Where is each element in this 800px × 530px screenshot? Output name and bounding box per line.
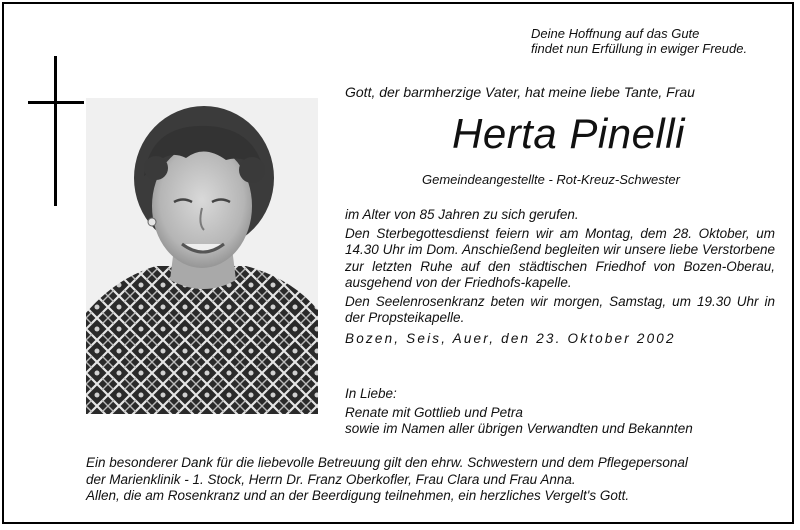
cross-icon xyxy=(54,56,57,206)
motto-line-1: Deine Hoffnung auf das Gute xyxy=(531,26,700,41)
age-line: im Alter von 85 Jahren zu sich gerufen. xyxy=(345,207,579,222)
thanks-line-1: Ein besonderer Dank für die liebevolle Betreuung gilt den ehrw. Schwestern und dem Pflegepersonal xyxy=(86,455,688,470)
mourners: Renate mit Gottlieb und Petra xyxy=(345,404,523,420)
thanks-line-2: der Marienklinik - 1. Stock, Herrn Dr. Franz Oberkofler, Frau Clara und Frau Anna. xyxy=(86,471,576,487)
thanks-block xyxy=(86,455,786,505)
motto-line-2: findet nun Erfüllung in ewiger Freude. xyxy=(531,41,748,56)
portrait-photo xyxy=(86,98,318,414)
deceased-name: Herta Pinelli xyxy=(452,110,685,157)
thanks-line-3: Allen, die am Rosenkranz und an der Beerdigung teilnehmen, ein herzliches Vergelt's Gott. xyxy=(86,488,630,503)
closing-block xyxy=(345,386,785,438)
funeral-text: Den Sterbegottesdienst feiern wir am Montag, dem 28. Oktober, um 14.30 Uhr im Dom. Anschießend begleiten wir unsere liebe Verstorbene zur letzten Ruhe auf den städtischen Friedhof von Bozen-Oberau, ausgehend von der Friedhofs-kapelle. xyxy=(345,225,775,290)
portrait-image xyxy=(86,98,318,414)
occupation: Gemeindeangestellte - Rot-Kreuz-Schwester xyxy=(422,172,680,187)
in-love-label: In Liebe: xyxy=(345,386,397,401)
motto xyxy=(531,26,791,56)
announcement-body xyxy=(345,207,775,347)
place-date: Bozen, Seis, Auer, den 23. Oktober 2002 xyxy=(345,330,676,346)
intro-line: Gott, der barmherzige Vater, hat meine liebe Tante, Frau xyxy=(345,84,695,100)
cross-bar xyxy=(28,101,84,104)
rosary-text: Den Seelenrosenkranz beten wir morgen, Samstag, um 19.30 Uhr in der Propsteikapelle. xyxy=(345,293,775,325)
relatives-line: sowie im Namen aller übrigen Verwandten und Bekannten xyxy=(345,421,693,436)
obituary-card xyxy=(2,2,794,524)
